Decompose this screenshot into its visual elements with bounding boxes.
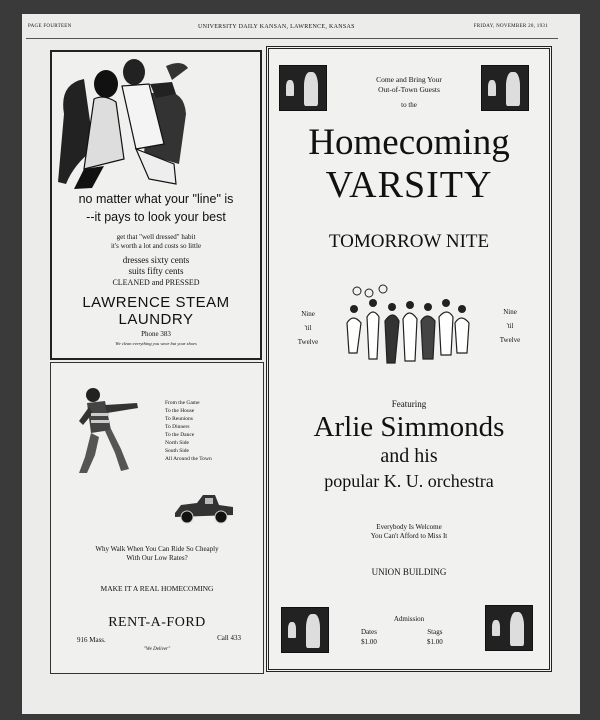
varsity-venue: UNION BUILDING <box>371 567 447 577</box>
varsity-title-1: Homecoming <box>308 122 510 163</box>
band-and-his: and his <box>380 445 438 467</box>
ford-delivers: "We Deliver" <box>143 647 171 652</box>
football-player-icon <box>75 385 145 477</box>
laundry-line-1: no matter what your "line" is <box>78 192 234 206</box>
route-item: South Side <box>165 448 189 454</box>
route-item: To the Dance <box>165 432 195 438</box>
dancers-thumbnail-icon <box>485 605 533 651</box>
route-list <box>165 399 212 463</box>
ford-name: RENT-A-FORD <box>108 615 206 630</box>
roadster-car-icon <box>171 493 237 525</box>
varsity-featuring: Featuring <box>391 399 427 409</box>
homecoming-varsity-ad <box>266 46 552 672</box>
band-leader: Arlie Simmonds <box>313 411 505 443</box>
laundry-line-3: get that "well dressed" habit <box>116 233 196 241</box>
dance-crowd-illustration-icon <box>339 283 473 369</box>
ford-question-1: Why Walk When You Can Ride So Cheaply <box>95 545 219 553</box>
laundry-phone: Phone 383 <box>141 330 171 338</box>
varsity-welcome-2: You Can't Afford to Miss It <box>370 532 448 540</box>
varsity-welcome-1: Everybody Is Welcome <box>376 523 442 531</box>
route-item: North Side <box>165 440 189 446</box>
varsity-when: TOMORROW NITE <box>328 231 490 252</box>
laundry-name-2: LAUNDRY <box>118 311 194 328</box>
laundry-name-1: LAWRENCE STEAM <box>82 294 230 311</box>
admission-label: Admission <box>393 615 425 623</box>
laundry-suits-price: suits fifty cents <box>128 266 184 276</box>
varsity-intro-3: to the <box>401 101 417 109</box>
page-number: PAGE FOURTEEN <box>28 24 72 29</box>
dates-price: Dates $1.00 <box>361 628 377 646</box>
route-item: All Around the Town <box>165 456 212 462</box>
stags-price: Stags $1.00 <box>427 628 443 646</box>
couple-illustration-icon <box>54 54 194 192</box>
laundry-line-4: it's worth a lot and costs so little <box>110 242 202 250</box>
time-right: Nine 'til Twelve <box>499 308 521 344</box>
varsity-intro-1: Come and Bring Your <box>376 75 442 84</box>
ford-phone: Call 433 <box>217 634 241 642</box>
varsity-title-2: VARSITY <box>325 164 493 206</box>
route-item: To the House <box>165 408 195 414</box>
laundry-tagline: We clean everything you wear but your shoes <box>115 341 197 346</box>
band-orchestra: popular K. U. orchestra <box>324 471 494 491</box>
route-item: To Dinners <box>165 424 190 430</box>
ford-question-2: With Our Low Rates? <box>126 554 188 562</box>
rent-a-ford-ad <box>50 362 264 674</box>
paper-title: UNIVERSITY DAILY KANSAN, LAWRENCE, KANSAS <box>198 24 355 30</box>
laundry-ad <box>50 50 262 360</box>
varsity-intro-2: Out-of-Town Guests <box>378 85 440 94</box>
ford-slogan: MAKE IT A REAL HOMECOMING <box>100 584 214 593</box>
header-rule <box>26 38 558 39</box>
page-header <box>28 24 548 34</box>
dancers-thumbnail-icon <box>281 607 329 653</box>
laundry-cleaned-pressed: CLEANED and PRESSED <box>112 278 200 287</box>
laundry-dresses-price: dresses sixty cents <box>122 255 190 265</box>
route-item: From the Game <box>165 400 200 406</box>
ford-address: 916 Mass. <box>77 636 106 644</box>
laundry-line-2: --it pays to look your best <box>86 210 226 224</box>
time-left: Nine 'til Twelve <box>297 310 319 346</box>
route-item: To Reunions <box>165 416 193 422</box>
issue-date: FRIDAY, NOVEMBER 20, 1931 <box>473 24 548 29</box>
